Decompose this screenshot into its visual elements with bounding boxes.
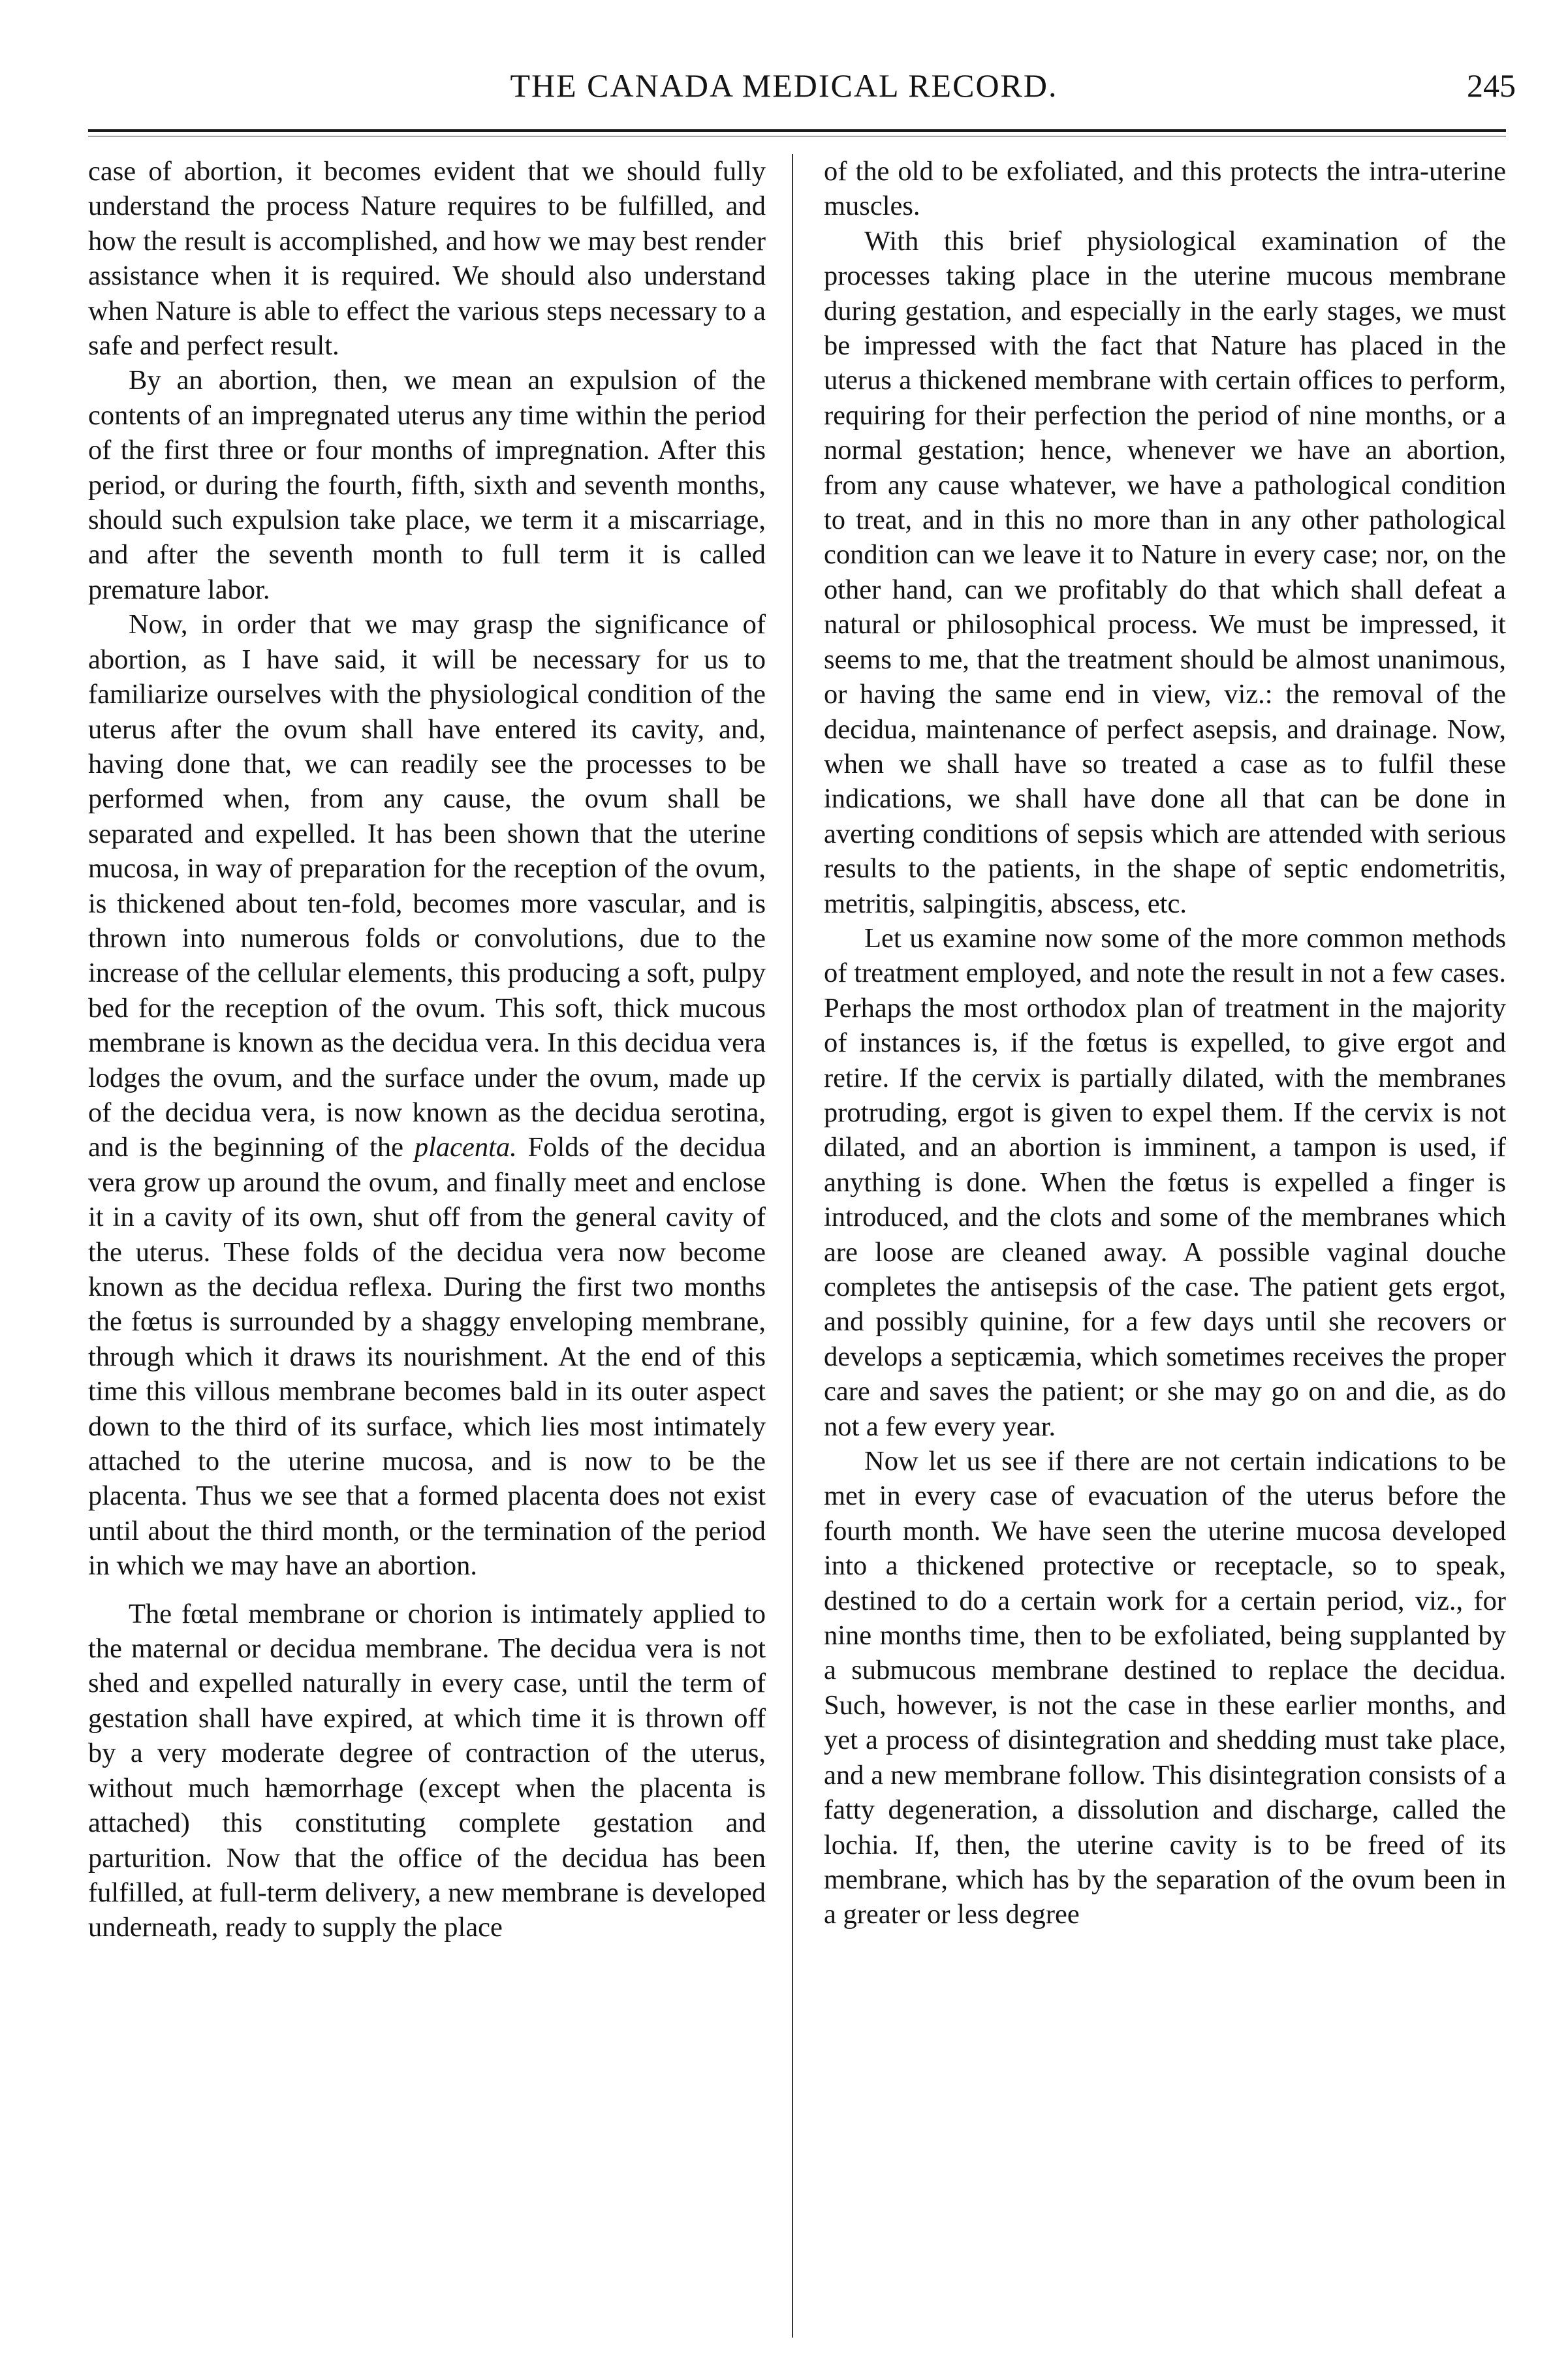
left-paragraph-3 (88, 607, 766, 1583)
left-paragraph-4: The fœtal membrane or chorion is intimately applied to the maternal or decidua membrane. The decidua vera is not shed and expelled naturally in every case, until the term of gestation shall have expired, at which time it is thrown off by a very moderate degree of contraction of the uterus, without much hæmorrhage (except when the placenta is attached) this constituting complete gestation and parturition. Now that the office of the decidua has been fulfilled, at full-term delivery, a new membrane is developed underneath, ready to supply the place (88, 1598, 766, 1943)
column-divider (792, 154, 793, 2338)
left-column (88, 154, 766, 2338)
left-paragraph-2: By an abortion, then, we mean an expulsion of the contents of an impregnated uterus any time within the period of the first three or four months of impregnation. After this period, or during the fourth, fifth, sixth and seventh months, should such expulsion take place, we term it a miscarriage, and after the seventh month to full term it is called premature labor. (88, 365, 766, 605)
running-header-title: THE CANADA MEDICAL RECORD. (510, 67, 1058, 104)
right-paragraph-3: Let us examine now some of the more common methods of treatment employed, and note the result in not a few cases. Perhaps the most orthodox plan of treatment in the majority of instances is, if the fœtus is expelled, to give ergot and retire. If the cervix is partially dilated, with the membranes protruding, ergot is given to expel them. If the cervix is not dilated, and an abortion is imminent, a tampon is used, if anything is done. When the fœtus is expelled a finger is introduced, and the clots and some of the membranes which are loose are cleaned away. A possible vaginal douche completes the antisepsis of the case. The patient gets ergot, and possibly quinine, for a few days until she recovers or develops a septicæmia, which sometimes receives the proper care and saves the patient; or she may go on and die, as do not a few every year. (824, 922, 1506, 1442)
header-rule-thick (88, 129, 1506, 132)
right-paragraph-4: Now let us see if there are not certain indications to be met in every case of evacuation of the uterus before the fourth month. We have seen the uterine mucosa developed into a thickened protective or receptacle, so to speak, destined to do a certain work for a certain period, viz., for nine months time, then to be exfoliated, being supplanted by a submucous membrane destined to replace the decidua. Such, however, is not the case in these earlier months, and yet a process of disintegration and shedding must take place, and a new membrane follow. This disintegration consists of a fatty degeneration, a dissolution and discharge, called the lochia. If, then, the uterine cavity is to be freed of its membrane, which has by the separation of the ovum been in a greater or less degree (824, 1446, 1506, 1930)
left-paragraph-3-text: Now, in order that we may grasp the significance of abortion, as I have said, it will be necessary for us to familiarize ourselves with the physiological condition of the uterus after the ovum shall have entered its cavity, and, having done that, we can readily see the processes to be performed when, from any cause, the ovum shall be separated and expelled. It has been shown that the uterine mucosa, in way of preparation for the reception of the ovum, is thickened about ten-fold, becomes more vascular, and is thrown into numerous folds or convolutions, due to the increase of the cellular elements, this producing a soft, pulpy bed for the reception of the ovum. This soft, thick mucous membrane is known as the decidua vera. In this decidua vera lodges the ovum, and the surface under the ovum, made up of the decidua vera, is now known as the decidua serotina, and is the beginning of the (88, 609, 766, 1163)
left-paragraph-1: case of abortion, it becomes evident that we should fully understand the process Nature requires to be fulfilled, and how the result is accomplished, and how we may best render assistance when it is required. We should also understand when Nature is able to effect the various steps necessary to a safe and perfect result. (88, 156, 766, 362)
page-number: 245 (1467, 67, 1516, 104)
placenta-italic: placenta. (414, 1132, 517, 1163)
right-column (824, 154, 1506, 2338)
right-paragraph-1: of the old to be exfoliated, and this protects the intra-uterine muscles. (824, 156, 1506, 222)
left-paragraph-3-rest: Folds of the decidua vera grow up around the ovum, and finally meet and enclose it in a cavity of its own, shut off from the general cavity of the uterus. These folds of the decidua vera now become known as the decidua reflexa. During the first two months the fœtus is surrounded by a shaggy enveloping membrane, through which it draws its nourishment. At the end of this time this villous membrane becomes bald in its outer aspect down to the third of its surface, which lies most intimately attached to the uterine mucosa, and is now to be the placenta. Thus we see that a formed placenta does not exist until about the third month, or the termination of the period in which we may have an abortion. (88, 1132, 766, 1582)
right-paragraph-2: With this brief physiological examination of the processes taking place in the uterine mucous membrane during gestation, and especially in the early stages, we must be impressed with the fact that Nature has placed in the uterus a thickened membrane with certain offices to perform, requiring for their perfection the period of nine months, or a normal gestation; hence, whenever we have an abortion, from any cause whatever, we have a pathological condition to treat, and in this no more than in any other pathological condition can we leave it to Nature in every case; nor, on the other hand, can we profitably do that which shall defeat a natural or philosophical process. We must be impressed, it seems to me, that the treatment should be almost unanimous, or having the same end in view, viz.: the removal of the decidua, maintenance of perfect asepsis, and drainage. Now, when we shall have so treated a case as to fulfil these indications, we shall have done all that can be done in averting conditions of sepsis which are attended with serious results to the patients, in the shape of septic endometritis, metritis, salpingitis, abscess, etc. (824, 225, 1506, 919)
